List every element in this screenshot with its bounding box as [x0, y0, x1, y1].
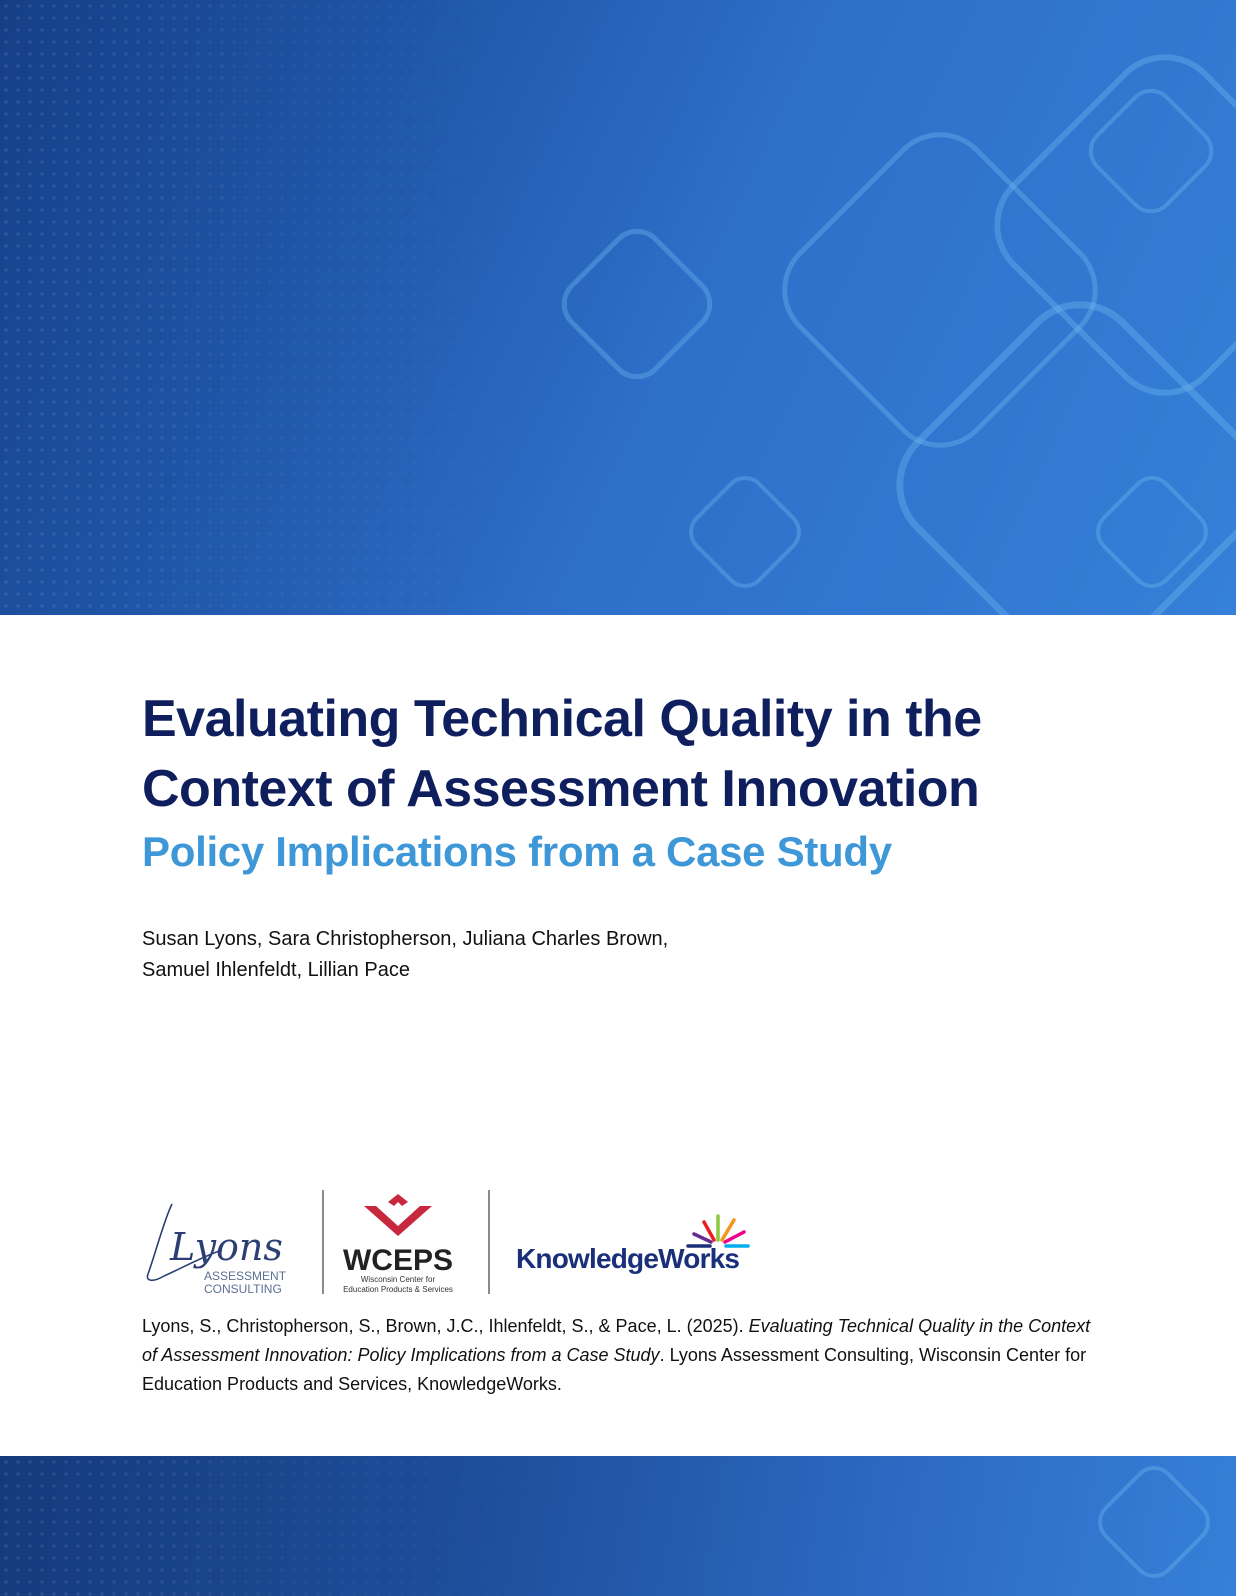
diamond-shape	[974, 34, 1236, 416]
diamond-shape	[1082, 82, 1221, 221]
diamond-shape	[683, 470, 807, 594]
citation-title: Evaluating Technical Quality in the Context of Assessment Innovation: Policy Implications from a Case Study	[142, 1316, 1091, 1365]
diamond-shape	[1092, 1460, 1216, 1584]
logo-divider	[488, 1190, 490, 1294]
diamond-shape	[763, 113, 1117, 467]
lyons-logo-line2: CONSULTING	[204, 1282, 282, 1296]
diamond-shape	[554, 221, 721, 388]
title-line-1: Evaluating Technical Quality in the	[142, 690, 982, 748]
citation-authors: Lyons, S., Christopherson, S., Brown, J.C., Ihlenfeldt, S., & Pace, L. (2025).	[142, 1316, 749, 1336]
header-banner	[0, 0, 1236, 615]
diamond-pattern	[0, 1456, 1236, 1596]
citation	[142, 1312, 1102, 1399]
citation-publishers: . Lyons Assessment Consulting, Wisconsin Center for Education Products and Services, KnowledgeWorks.	[142, 1345, 1087, 1394]
knowledgeworks-logo	[512, 1190, 762, 1296]
wceps-logo-name: WCEPS	[342, 1244, 454, 1277]
document-subtitle: Policy Implications from a Case Study	[142, 828, 892, 875]
wceps-logo	[332, 1190, 482, 1296]
lyons-logo-script: Lyons	[170, 1225, 283, 1269]
partner-logos	[142, 1190, 762, 1296]
lyons-logo	[142, 1190, 304, 1296]
title-line-2: Context of Assessment Innovation	[142, 760, 980, 818]
knowledgeworks-logo-name: KnowledgeWorks	[516, 1243, 740, 1274]
authors-line-2: Samuel Ihlenfeldt, Lillian Pace	[142, 959, 410, 981]
title-block	[142, 684, 1102, 880]
lyons-logo-line1: ASSESSMENT	[204, 1269, 287, 1283]
footer-banner	[0, 1456, 1236, 1596]
diamond-pattern	[0, 0, 1236, 615]
document-title	[142, 684, 1102, 824]
wceps-logo-line2: Education Products & Services	[343, 1285, 453, 1294]
authors-line-1: Susan Lyons, Sara Christopherson, Juliana Charles Brown,	[142, 928, 669, 950]
logo-divider	[322, 1190, 324, 1294]
author-list	[142, 924, 842, 986]
wceps-logo-line1: Wisconsin Center for	[360, 1275, 436, 1284]
